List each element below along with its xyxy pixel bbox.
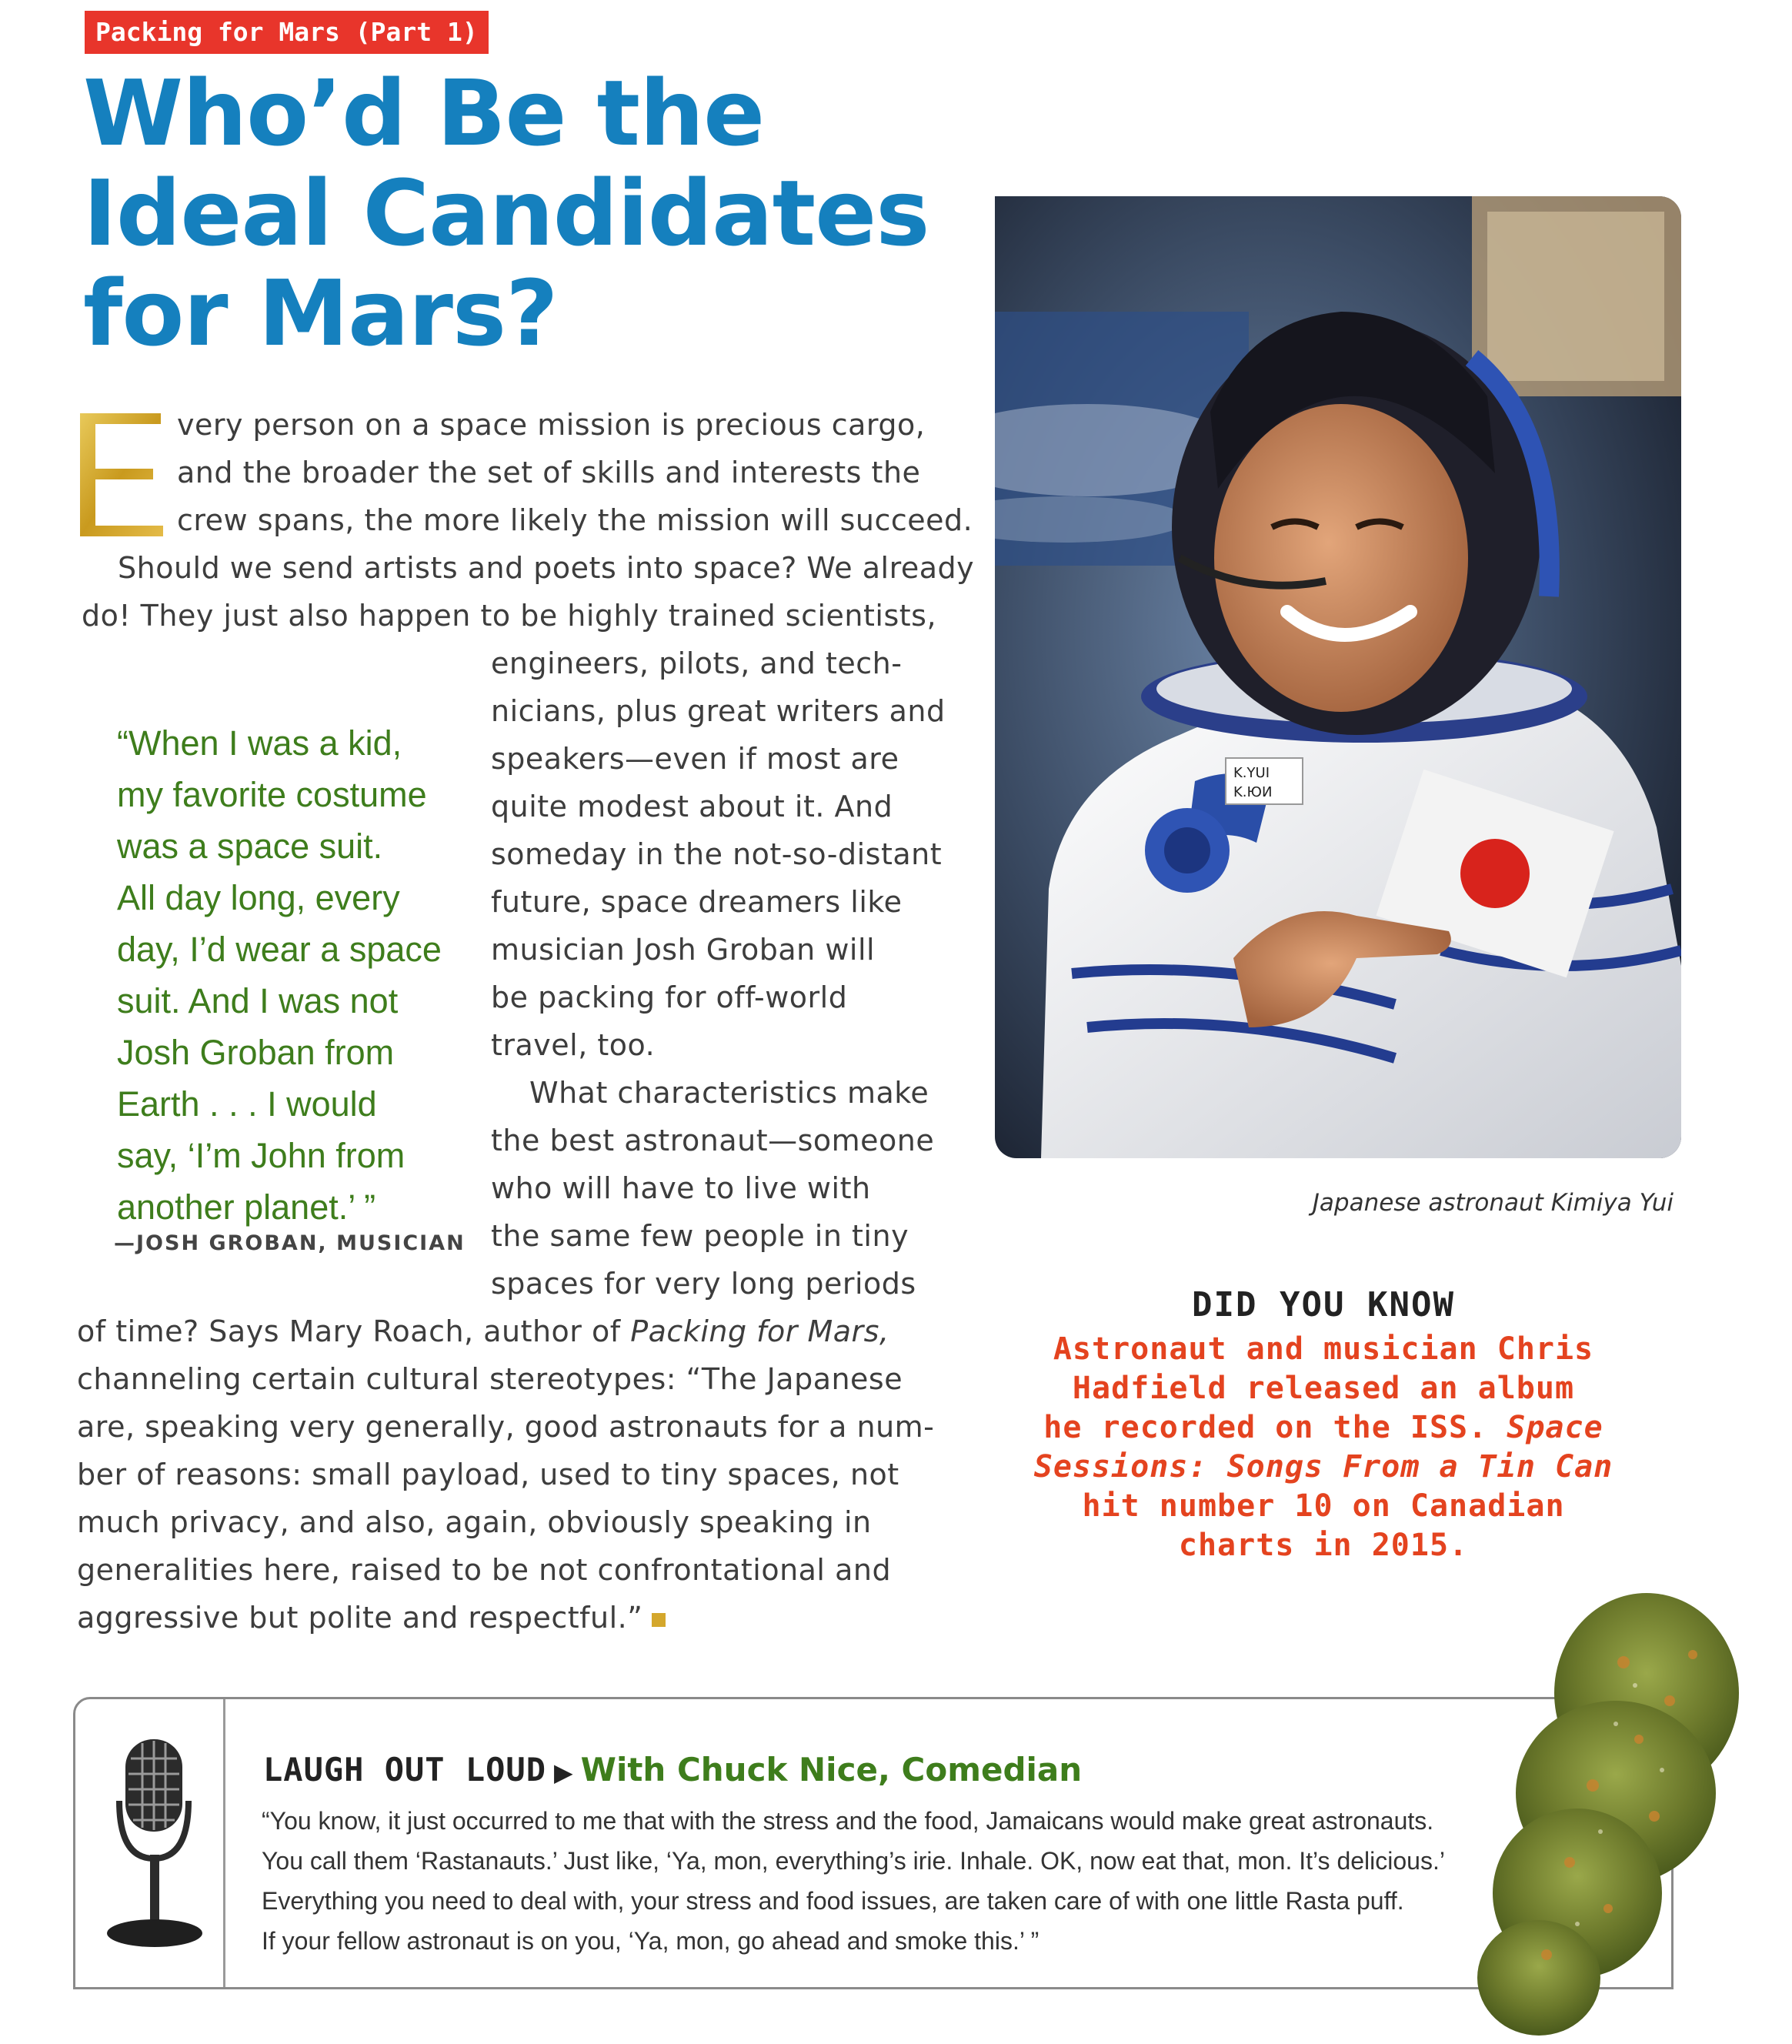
did-you-know-line	[1000, 1410, 1647, 1445]
end-mark-icon	[652, 1613, 666, 1627]
body-text: of time? Says Mary Roach, author of	[77, 1314, 631, 1348]
body-line: generalities here, raised to be not confrontational and	[77, 1553, 892, 1587]
quote-attribution: —JOSH GROBAN, MUSICIAN	[114, 1231, 466, 1255]
body-line: Should we send artists and poets into space? We already	[118, 551, 975, 585]
body-line: much privacy, and also, again, obviously speaking in	[77, 1505, 872, 1539]
body-line: be packing for off-world	[491, 980, 848, 1014]
title-line: Ideal Candidates	[83, 160, 929, 266]
body-line	[77, 1314, 889, 1348]
dyk-italic: Sessions: Songs From a Tin Can	[1033, 1449, 1613, 1485]
lol-subtitle: With Chuck Nice, Comedian	[580, 1751, 1083, 1788]
quote-line: another planet.’ ”	[117, 1187, 376, 1227]
body-line: What characteristics make	[529, 1076, 929, 1110]
microphone-icon	[96, 1732, 212, 1955]
body-line: travel, too.	[491, 1028, 656, 1062]
dyk-text: he recorded on the ISS.	[1043, 1410, 1507, 1445]
title-line: Who’d Be the	[83, 60, 765, 166]
body-line: nicians, plus great writers and	[491, 694, 946, 728]
body-line: and the broader the set of skills and interests the	[177, 456, 921, 489]
lol-quote-line: Everything you need to deal with, your stress and food issues, are taken care of with one little Rasta puff.	[262, 1887, 1404, 1915]
quote-line: Earth . . . I would	[117, 1084, 377, 1124]
body-line: someday in the not-so-distant	[491, 837, 943, 871]
laugh-out-loud-heading	[263, 1751, 1082, 1788]
did-you-know-title: DID YOU KNOW	[1192, 1285, 1455, 1324]
body-line: the best astronaut—someone	[491, 1124, 935, 1157]
body-line: very person on a space mission is precious cargo,	[177, 408, 926, 442]
body-line: are, speaking very generally, good astronauts for a num-	[77, 1410, 935, 1444]
body-line: who will have to live with	[491, 1171, 871, 1205]
drop-cap	[80, 413, 165, 536]
body-text: aggressive but polite and respectful.”	[77, 1601, 643, 1635]
japan-flag-icon	[1460, 839, 1530, 908]
quote-line: All day long, every	[117, 878, 400, 917]
lol-quote-line: “You know, it just occurred to me that with the stress and the food, Jamaicans would make great astronauts.	[262, 1807, 1434, 1835]
body-line: musician Josh Groban will	[491, 933, 876, 967]
did-you-know-line	[1000, 1371, 1647, 1406]
dyk-text: Hadfield released an album	[1072, 1371, 1575, 1406]
section-kicker: Packing for Mars (Part 1)	[85, 11, 489, 54]
quote-line: Josh Groban from	[117, 1033, 395, 1072]
body-line: ber of reasons: small payload, used to tiny spaces, not	[77, 1458, 899, 1491]
did-you-know-line	[1000, 1449, 1647, 1485]
photo-caption: Japanese astronaut Kimiya Yui	[1312, 1189, 1674, 1217]
quote-line: day, I’d wear a space	[117, 930, 442, 969]
dyk-text: hit number 10 on Canadian	[1082, 1488, 1565, 1524]
astronaut-illustration	[995, 196, 1681, 1158]
quote-line: “When I was a kid,	[117, 723, 402, 763]
divider	[223, 1699, 225, 1987]
lol-quote-line: You call them ‘Rastanauts.’ Just like, ‘Ya, mon, everything’s irie. Inhale. OK, now eat that, mon. It’s delicious.’	[262, 1847, 1445, 1875]
quote-line: was a space suit.	[117, 827, 383, 866]
dyk-text: Astronaut and musician Chris	[1053, 1331, 1594, 1367]
cannabis-bud-icon	[1462, 1539, 1792, 2044]
title-line: for Mars?	[83, 260, 558, 366]
page-title	[83, 60, 929, 366]
quote-line: suit. And I was not	[117, 981, 399, 1020]
quote-line: say, ‘I’m John from	[117, 1136, 405, 1175]
body-line: the same few people in tiny	[491, 1219, 909, 1253]
play-arrow-icon: ▶	[554, 1758, 573, 1787]
body-line: future, space dreamers like	[491, 885, 903, 919]
body-line: do! They just also happen to be highly trained scientists,	[82, 599, 937, 633]
body-line	[77, 1601, 666, 1635]
body-line: speakers—even if most are	[491, 742, 899, 776]
name-patch-line: K.ЮИ	[1233, 784, 1273, 800]
body-line: engineers, pilots, and tech-	[491, 646, 903, 680]
book-title: Packing for Mars,	[630, 1314, 889, 1348]
name-patch-line: K.YUI	[1233, 765, 1270, 781]
lol-label: LAUGH OUT LOUD	[263, 1751, 547, 1788]
dyk-italic: Space	[1507, 1410, 1603, 1445]
body-line: channeling certain cultural stereotypes: “The Japanese	[77, 1362, 903, 1396]
quote-line: my favorite costume	[117, 775, 427, 814]
astronaut-photo	[995, 196, 1681, 1158]
lol-quote-line: If your fellow astronaut is on you, ‘Ya, mon, go ahead and smoke this.’ ”	[262, 1927, 1039, 1955]
did-you-know-line	[1000, 1331, 1647, 1367]
body-line: spaces for very long periods	[491, 1267, 916, 1301]
body-line: quite modest about it. And	[491, 790, 893, 823]
dyk-text: charts in 2015.	[1178, 1528, 1469, 1563]
did-you-know-line	[1000, 1488, 1647, 1524]
body-line: crew spans, the more likely the mission will succeed.	[177, 503, 973, 537]
